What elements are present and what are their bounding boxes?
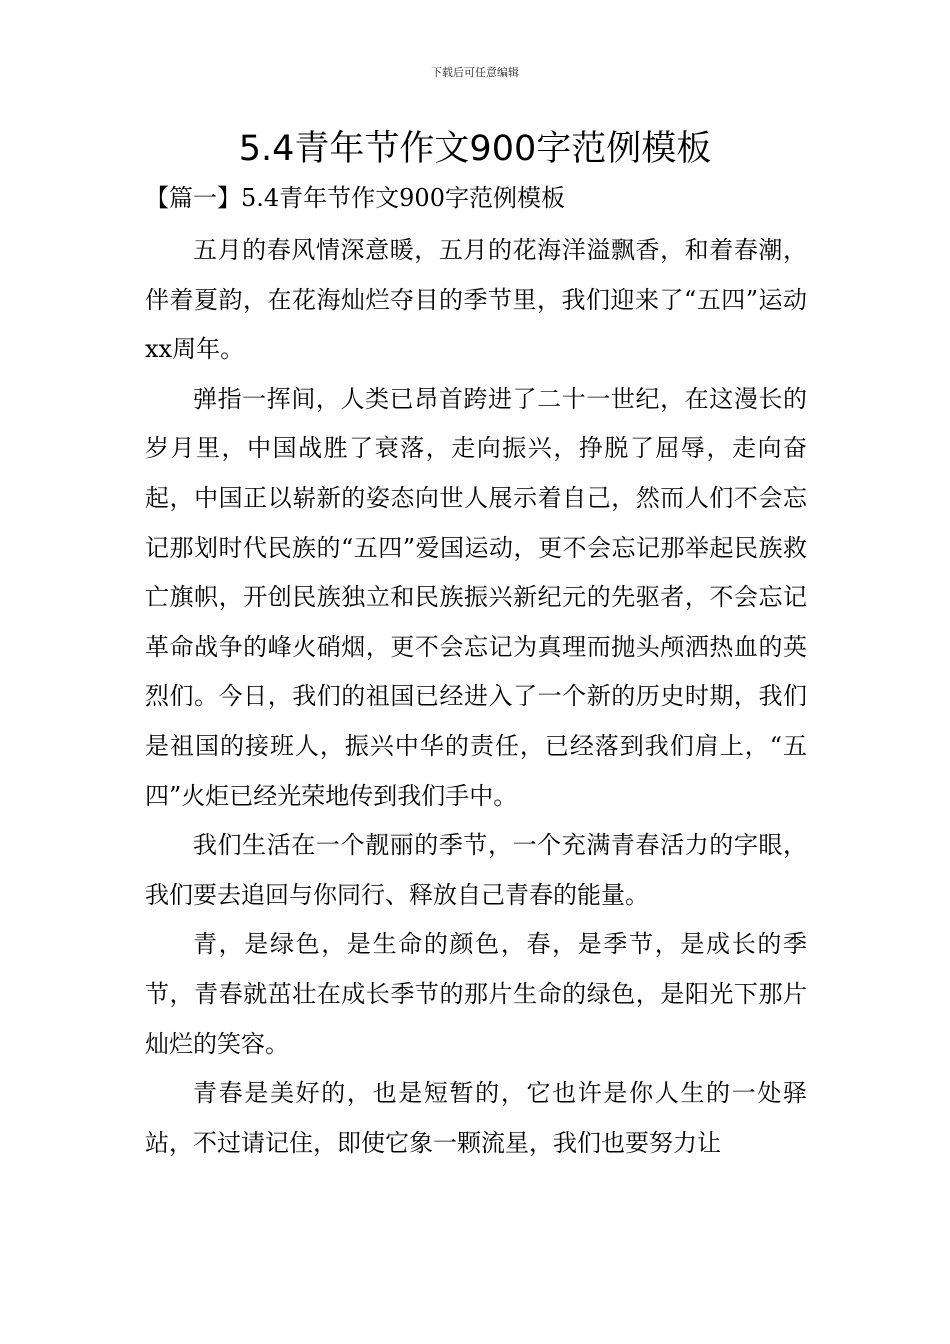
paragraph-3: 我们生活在一个靓丽的季节，一个充满青春活力的字眼，我们要去追回与你同行、释放自己青春的能量。 [145,831,807,909]
header-note: 下载后可任意编辑 [431,66,519,79]
paragraph-1: 五月的春风情深意暖，五月的花海洋溢飘香，和着春潮，伴着夏韵，在花海灿烂夺目的季节里，我们迎来了“五四”运动xx周年。 [145,236,807,364]
paragraph-4: 青，是绿色，是生命的颜色，春，是季节，是成长的季节，青春就茁壮在成长季节的那片生命的绿色，是阳光下那片灿烂的笑容。 [145,930,807,1058]
paragraph-2: 弹指一挥间，人类已昂首跨进了二十一世纪，在这漫长的岁月里，中国战胜了衰落，走向振兴，挣脱了屈辱，走向奋起，中国正以崭新的姿态向世人展示着自己，然而人们不会忘记那划时代民族的“五四”爱国运动，更不会忘记那举起民族救亡旗帜，开创民族独立和民族振兴新纪元的先驱者，不会忘记革命战争的峰火硝烟，更不会忘记为真理而抛头颅洒热血的英烈们。今日，我们的祖国已经进入了一个新的历史时期，我们是祖国的接班人，振兴中华的责任，已经落到我们肩上，“五四”火炬已经光荣地传到我们手中。 [145,384,807,810]
body-text [145,226,807,1168]
document-title: 5.4青年节作文900字范例模板 [238,129,712,169]
section-heading: 【篇一】5.4青年节作文900字范例模板 [145,184,565,212]
paragraph-5: 青春是美好的，也是短暂的，它也许是你人生的一处驿站，不过请记住，即使它象一颗流星，我们也要努力让 [145,1079,807,1157]
